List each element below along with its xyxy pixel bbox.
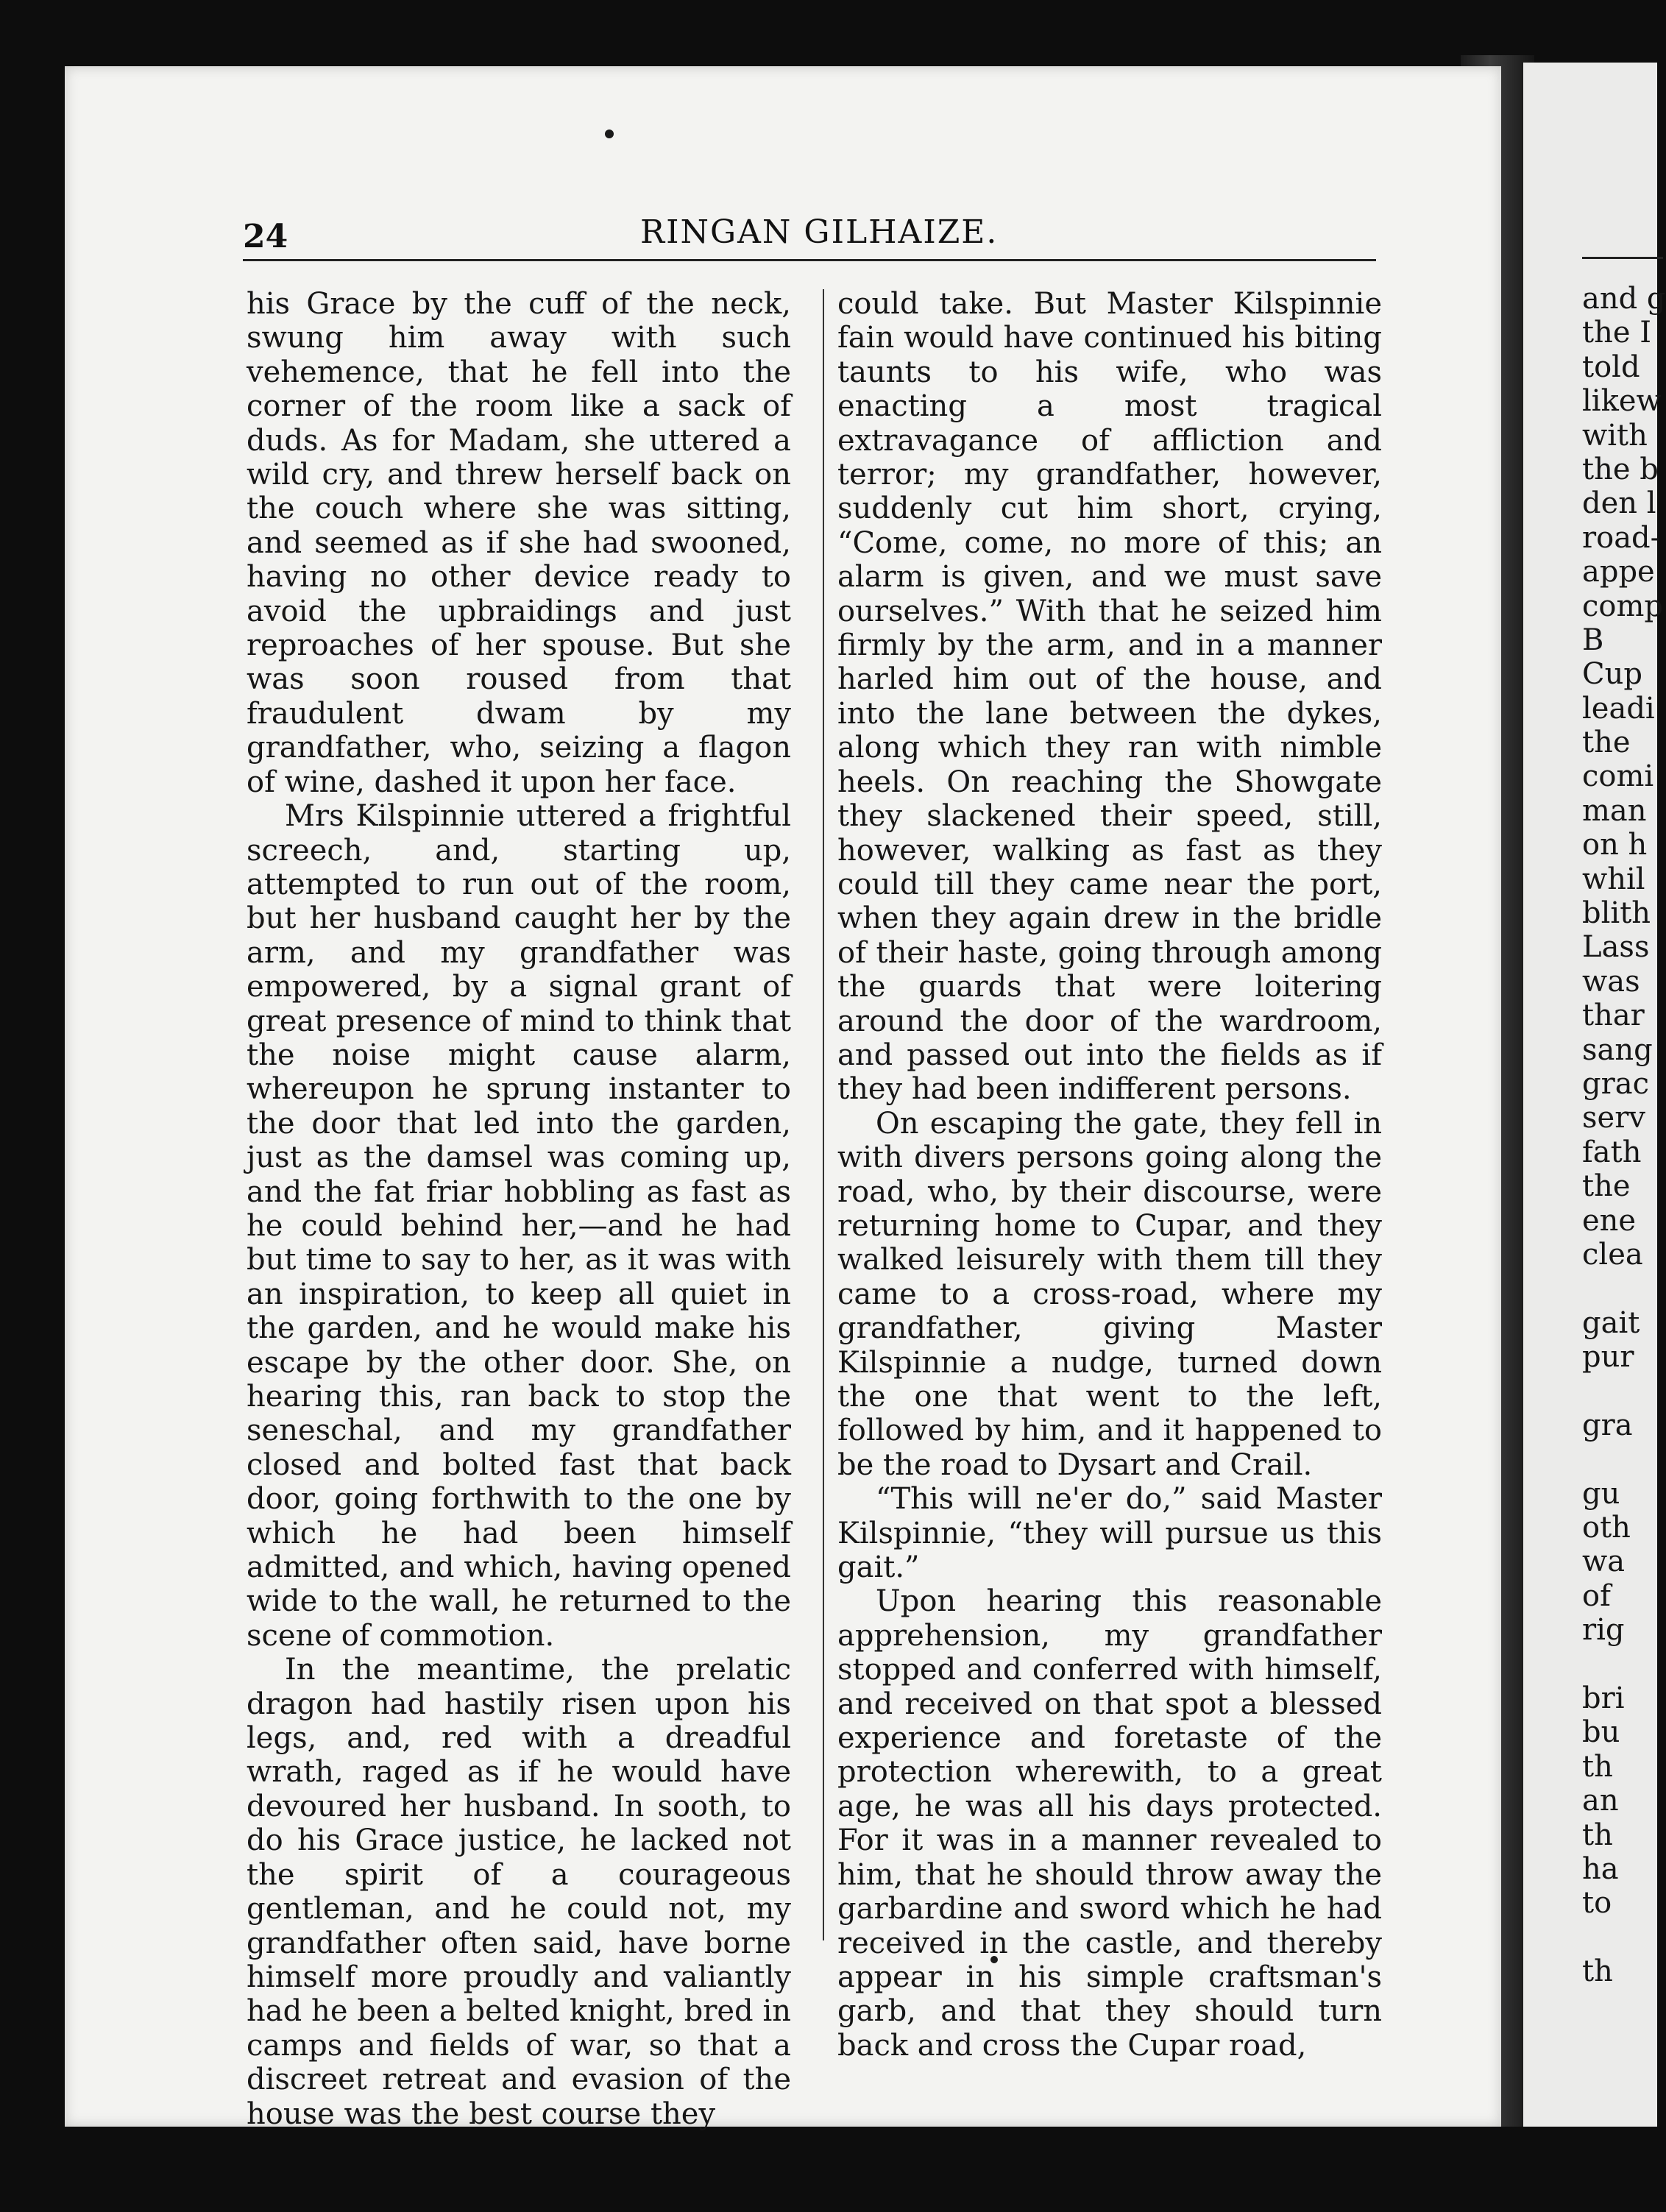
facing-line-fragment: oth <box>1582 1511 1631 1545</box>
paragraph: Mrs Kilspinnie uttered a frightful screech, and, starting up, attempted to run out of the room, but her husband caught her by the arm, and my grandfather was empowered, by a signal grant of great presence of mind to think that the noise might cause alarm, whereupon he sprung instanter to the door that led into the garden, just as the damsel was coming up, and the fat friar hobbling as fast as he could behind her,—and he had but time to say to her, as it was with an inspiration, to keep all quiet in the garden, and he would make his escape by the other door. She, on hearing this, ran back to stop the seneschal, and my grandfather closed and bolted fast that back door, going forthwith to the one by which he had been himself admitted, and which, having opened wide to the wall, he returned to the scene of commotion. <box>247 799 791 1653</box>
ink-speck <box>605 130 614 138</box>
facing-line-fragment: with <box>1582 418 1648 453</box>
facing-line-fragment: blith <box>1582 896 1651 931</box>
facing-page-header-rule <box>1582 257 1663 259</box>
facing-line-fragment: clea <box>1582 1237 1643 1272</box>
facing-line-fragment: grac <box>1582 1066 1649 1101</box>
facing-line-fragment: ene <box>1582 1203 1637 1238</box>
facing-line-fragment: man <box>1582 793 1647 828</box>
facing-line-fragment: rig <box>1582 1613 1625 1648</box>
facing-line-fragment: sang <box>1582 1032 1653 1067</box>
facing-line-fragment: to <box>1582 1886 1612 1921</box>
column-divider <box>823 289 824 1940</box>
facing-page-edge <box>1523 63 1666 2127</box>
facing-line-fragment: gu <box>1582 1476 1620 1511</box>
right-column <box>837 287 1382 2063</box>
paragraph: On escaping the gate, they fell in with divers persons going along the road, who, by their discourse, were returning home to Cupar, and they walked leisurely with them till they came to a cross-road, where my grandfather, giving Master Kilspinnie a nudge, turned down the one that went to the left, followed by him, and it happened to be the road to Dysart and Crail. <box>837 1106 1382 1482</box>
facing-line-fragment: thar <box>1582 999 1645 1033</box>
facing-line-fragment <box>1582 1442 1666 1476</box>
facing-line-fragment: gra <box>1582 1408 1633 1442</box>
facing-line-fragment: an <box>1582 1784 1619 1818</box>
facing-line-fragment <box>1582 1648 1666 1681</box>
facing-line-fragment: and g <box>1582 282 1666 316</box>
facing-line-fragment <box>1582 1272 1666 1305</box>
facing-line-fragment: gait <box>1582 1305 1640 1340</box>
facing-line-fragment: on h <box>1582 828 1648 862</box>
paragraph: his Grace by the cuff of the neck, swung him away with such vehemence, that he fell into the corner of the room like a sack of duds. As for Madam, she uttered a wild cry, and threw herself back on the couch where she was sitting, and seemed as if she had swooned, having no other device ready to avoid the upbraidings and just reproaches of her spouse. But she was soon roused from that fraudulent dwam by my grandfather, who, seizing a flagon of wine, dashed it upon her face. <box>247 287 791 799</box>
header-rule <box>243 259 1376 261</box>
facing-line-fragment: the b <box>1582 452 1659 486</box>
facing-line-fragment: ha <box>1582 1851 1619 1886</box>
facing-line-fragment: road- <box>1582 520 1661 555</box>
left-column <box>247 287 791 2131</box>
facing-line-fragment: Cup <box>1582 657 1642 692</box>
paragraph: Upon hearing this reasonable apprehension, my grandfather stopped and conferred with himself, and received on that spot a blessed experience and foretaste of the protection wherewith, to a great age, he was all his days protected. For it was in a manner revealed to him, that he should throw away the garbardine and sword which he had received in the castle, and thereby appear in his simple craftsman's garb, and that they should turn back and cross the Cupar road, <box>837 1584 1382 2063</box>
facing-line-fragment: wa <box>1582 1545 1626 1579</box>
paragraph: “This will ne'er do,” said Master Kilspinnie, “they will pursue us this gait.” <box>837 1482 1382 1585</box>
paragraph: could take. But Master Kilspinnie fain would have continued his biting taunts to his wife, who was enacting a most tragical extravagance of affliction and terror; my grandfather, however, suddenly cut him short, crying, “Come, come, no more of this; an alarm is given, and we must save ourselves.” With that he seized him firmly by the arm, and in a manner harled him out of the house, and into the lane between the dykes, along which they ran with nimble heels. On reaching the Showgate they slackened their speed, still, however, walking as fast as they could till they came near the port, when they again drew in the bridle of their haste, going through among the guards that were loitering around the door of the wardroom, and passed out into the fields as if they had been indifferent persons. <box>837 287 1382 1107</box>
facing-line-fragment: pur <box>1582 1340 1634 1375</box>
running-title: RINGAN GILHAIZE. <box>640 213 999 251</box>
facing-line-fragment: likew <box>1582 384 1662 419</box>
facing-line-fragment: of <box>1582 1578 1611 1613</box>
facing-page-text <box>1582 282 1666 1989</box>
facing-line-fragment: bu <box>1582 1715 1620 1750</box>
facing-line-fragment: th <box>1582 1954 1613 1989</box>
facing-line-fragment: told <box>1582 350 1640 384</box>
facing-line-fragment: was <box>1582 964 1640 999</box>
facing-line-fragment: fath <box>1582 1135 1642 1169</box>
facing-line-fragment: th <box>1582 1749 1613 1784</box>
page-number: 24 <box>243 218 288 255</box>
facing-line-fragment: whil <box>1582 862 1645 896</box>
facing-line-fragment: comi <box>1582 759 1654 794</box>
facing-line-fragment: leadi <box>1582 691 1655 726</box>
facing-line-fragment <box>1582 1375 1666 1408</box>
facing-line-fragment: appe <box>1582 555 1655 589</box>
facing-line-fragment: B <box>1582 623 1604 657</box>
facing-line-fragment: den l <box>1582 486 1656 521</box>
facing-line-fragment: the I <box>1582 316 1652 350</box>
facing-line-fragment <box>1582 1921 1666 1954</box>
facing-line-fragment: serv <box>1582 1101 1645 1135</box>
facing-line-fragment: th <box>1582 1818 1613 1852</box>
facing-line-fragment: bri <box>1582 1681 1625 1716</box>
facing-line-fragment: the <box>1582 726 1631 760</box>
facing-line-fragment: Lass <box>1582 930 1650 965</box>
facing-line-fragment: comp <box>1582 589 1664 623</box>
facing-line-fragment: the <box>1582 1169 1631 1204</box>
paragraph: In the meantime, the prelatic dragon had hastily risen upon his legs, and, red with a dreadful wrath, raged as if he would have devoured her husband. In sooth, to do his Grace justice, he lacked not the spirit of a courageous gentleman, and he could not, my grandfather often said, have borne himself more proudly and valiantly had he been a belted knight, bred in camps and fields of war, so that a discreet retreat and evasion of the house was the best course they <box>247 1653 791 2131</box>
